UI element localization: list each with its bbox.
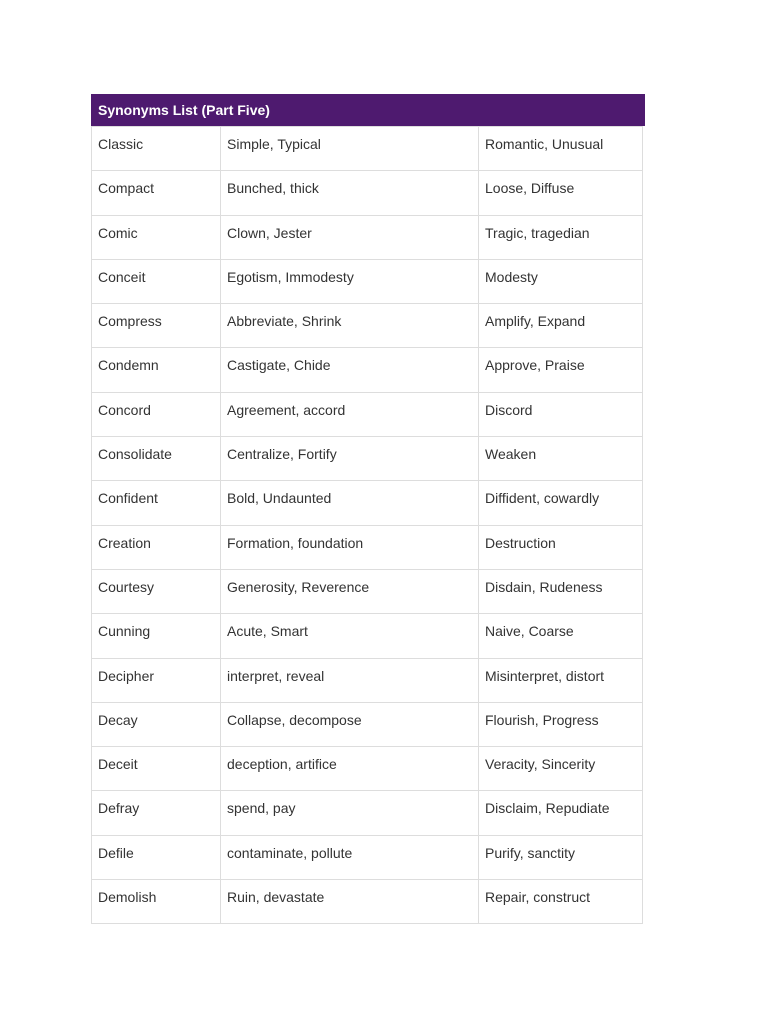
table-row xyxy=(92,835,643,879)
antonyms-cell: Misinterpret, distort xyxy=(479,658,643,702)
word-cell: Conceit xyxy=(92,259,221,303)
table-body xyxy=(92,127,643,924)
synonyms-cell: Abbreviate, Shrink xyxy=(221,304,479,348)
table-row xyxy=(92,392,643,436)
table-row xyxy=(92,525,643,569)
table-row xyxy=(92,127,643,171)
word-cell: Defile xyxy=(92,835,221,879)
word-cell: Confident xyxy=(92,481,221,525)
table-row xyxy=(92,304,643,348)
antonyms-cell: Purify, sanctity xyxy=(479,835,643,879)
antonyms-cell: Disdain, Rudeness xyxy=(479,569,643,613)
synonyms-cell: Bold, Undaunted xyxy=(221,481,479,525)
synonyms-cell: deception, artifice xyxy=(221,747,479,791)
word-cell: Decay xyxy=(92,702,221,746)
table-row xyxy=(92,880,643,924)
table-title: Synonyms List (Part Five) xyxy=(91,94,645,126)
word-cell: Compact xyxy=(92,171,221,215)
synonyms-table-container xyxy=(91,94,645,924)
table-row xyxy=(92,259,643,303)
synonyms-cell: Collapse, decompose xyxy=(221,702,479,746)
synonyms-cell: Simple, Typical xyxy=(221,127,479,171)
synonyms-cell: Centralize, Fortify xyxy=(221,437,479,481)
table-row xyxy=(92,747,643,791)
antonyms-cell: Modesty xyxy=(479,259,643,303)
antonyms-cell: Approve, Praise xyxy=(479,348,643,392)
table-row xyxy=(92,791,643,835)
table-row xyxy=(92,702,643,746)
table-row xyxy=(92,614,643,658)
antonyms-cell: Romantic, Unusual xyxy=(479,127,643,171)
word-cell: Consolidate xyxy=(92,437,221,481)
antonyms-cell: Diffident, cowardly xyxy=(479,481,643,525)
antonyms-cell: Flourish, Progress xyxy=(479,702,643,746)
word-cell: Concord xyxy=(92,392,221,436)
synonyms-cell: contaminate, pollute xyxy=(221,835,479,879)
synonyms-cell: Egotism, Immodesty xyxy=(221,259,479,303)
word-cell: Decipher xyxy=(92,658,221,702)
word-cell: Condemn xyxy=(92,348,221,392)
word-cell: Defray xyxy=(92,791,221,835)
antonyms-cell: Destruction xyxy=(479,525,643,569)
synonyms-cell: spend, pay xyxy=(221,791,479,835)
word-cell: Demolish xyxy=(92,880,221,924)
antonyms-cell: Loose, Diffuse xyxy=(479,171,643,215)
synonyms-cell: Formation, foundation xyxy=(221,525,479,569)
word-cell: Deceit xyxy=(92,747,221,791)
synonyms-cell: Ruin, devastate xyxy=(221,880,479,924)
word-cell: Classic xyxy=(92,127,221,171)
synonyms-cell: interpret, reveal xyxy=(221,658,479,702)
word-cell: Cunning xyxy=(92,614,221,658)
word-cell: Creation xyxy=(92,525,221,569)
synonyms-cell: Castigate, Chide xyxy=(221,348,479,392)
antonyms-cell: Amplify, Expand xyxy=(479,304,643,348)
table-row xyxy=(92,348,643,392)
synonyms-cell: Clown, Jester xyxy=(221,215,479,259)
table-row xyxy=(92,215,643,259)
antonyms-cell: Tragic, tragedian xyxy=(479,215,643,259)
antonyms-cell: Repair, construct xyxy=(479,880,643,924)
table-row xyxy=(92,171,643,215)
antonyms-cell: Naive, Coarse xyxy=(479,614,643,658)
word-cell: Comic xyxy=(92,215,221,259)
table-row xyxy=(92,569,643,613)
table-row xyxy=(92,658,643,702)
antonyms-cell: Weaken xyxy=(479,437,643,481)
synonyms-cell: Bunched, thick xyxy=(221,171,479,215)
antonyms-cell: Disclaim, Repudiate xyxy=(479,791,643,835)
table-row xyxy=(92,437,643,481)
synonyms-cell: Agreement, accord xyxy=(221,392,479,436)
table-row xyxy=(92,481,643,525)
synonyms-table xyxy=(91,126,643,924)
word-cell: Compress xyxy=(92,304,221,348)
antonyms-cell: Discord xyxy=(479,392,643,436)
synonyms-cell: Acute, Smart xyxy=(221,614,479,658)
word-cell: Courtesy xyxy=(92,569,221,613)
antonyms-cell: Veracity, Sincerity xyxy=(479,747,643,791)
synonyms-cell: Generosity, Reverence xyxy=(221,569,479,613)
